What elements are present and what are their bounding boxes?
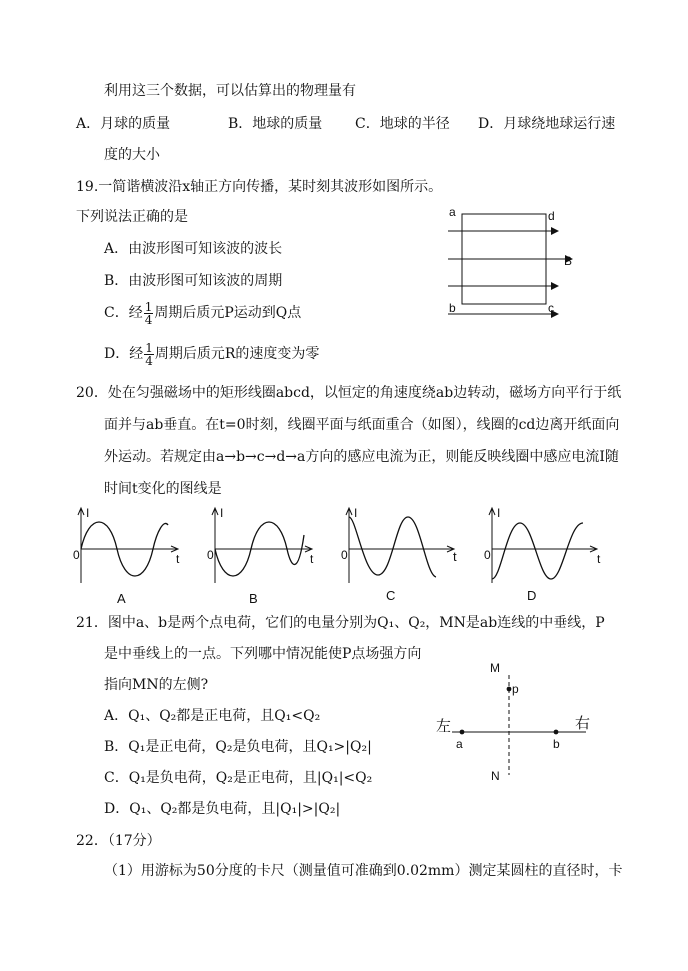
q19-option-b: B．由波形图可知该波的周期	[104, 273, 283, 289]
label-P: p	[512, 682, 519, 696]
graph-b-origin: 0	[207, 548, 214, 562]
charge-b	[554, 730, 559, 735]
graph-d-i-label: I	[497, 506, 501, 520]
graph-c-name: C	[386, 588, 396, 603]
q21-option-a: A．Q₁、Q₂都是正电荷，且Q₁<Q₂	[104, 708, 321, 724]
q21-option-c: C．Q₁是负电荷，Q₂是正电荷，且|Q₁|<Q₂	[104, 770, 373, 786]
graph-c	[340, 505, 455, 585]
label-b: b	[449, 301, 456, 315]
point-p	[507, 687, 512, 692]
graph-c-i-label: I	[354, 506, 358, 520]
label-b: b	[553, 737, 560, 751]
fraction-quarter: $\frac{1}{4}$	[144, 299, 153, 327]
q19-option-c: C．经 $\frac{1}{4}$ 周期后质元P运动到Q点	[104, 299, 302, 327]
graph-b-i-label: I	[220, 506, 224, 520]
q21-line-1: 21．图中a、b是两个点电荷，它们的电量分别为Q₁、Q₂，MN是ab连线的中垂线，P	[76, 615, 605, 631]
q20-line-4: 时间t变化的图线是	[104, 481, 222, 497]
graph-d-t-label: t	[597, 552, 601, 566]
graph-d-name: D	[527, 588, 537, 603]
graph-a-name: A	[117, 591, 126, 606]
q19-stem-2: 下列说法正确的是	[76, 209, 188, 225]
q22-heading: 22．（17分）	[76, 833, 161, 849]
graph-d-origin: 0	[484, 548, 491, 562]
graph-c-t-label: t	[453, 549, 457, 564]
label-a: a	[449, 205, 456, 219]
charge-a	[460, 730, 465, 735]
q21-option-b: B．Q₁是正电荷，Q₂是负电荷，且Q₁>|Q₂|	[104, 739, 372, 755]
q18-stem: 利用这三个数据，可以估算出的物理量有	[104, 83, 356, 99]
q19-option-a: A．由波形图可知该波的波长	[104, 241, 283, 257]
q20-line-3: 外运动。若规定由a→b→c→d→a方向的感应电流为正，则能反映线圈中感应电流I随	[104, 449, 619, 465]
label-B: B	[564, 254, 573, 268]
label-c: c	[548, 301, 554, 315]
q21-line-3: 指向MN的左侧?	[104, 677, 209, 693]
q18-option-b: B．地球的质量	[228, 116, 323, 132]
label-M: M	[490, 661, 500, 675]
graph-b-name: B	[249, 591, 258, 606]
q18-option-d-cont: 度的大小	[104, 147, 160, 163]
q20-line-1: 20．处在匀强磁场中的矩形线圈abcd，以恒定的角速度绕ab边转动，磁场方向平行于纸	[76, 385, 622, 401]
q22-line-1: （1）用游标为50分度的卡尺（测量值可准确到0.02mm）测定某圆柱的直径时，卡	[104, 863, 623, 879]
q18-option-a: A．月球的质量	[76, 116, 171, 132]
graph-a-origin: 0	[73, 548, 80, 562]
q20-line-2: 面并与ab垂直。在t=0时刻，线圈平面与纸面重合（如图），线圈的cd边离开纸面向	[104, 417, 620, 433]
graph-a-i-label: I	[86, 506, 90, 520]
q18-option-d: D．月球绕地球运行速	[478, 116, 616, 132]
q18-option-c: C．地球的半径	[355, 116, 450, 132]
fraction-quarter: $\frac{1}{4}$	[145, 340, 153, 368]
label-d: d	[548, 209, 555, 223]
graph-a-t-label: t	[176, 552, 180, 566]
q21-line-2: 是中垂线上的一点。下列哪中情况能使P点场强方向	[104, 646, 422, 662]
charge-figure	[432, 655, 602, 785]
q19-option-d: D．经 $\frac{1}{4}$ 周期后质元R的速度变为零	[104, 340, 320, 368]
q21-option-d: D．Q₁、Q₂都是负电荷，且|Q₁|>|Q₂|	[104, 801, 341, 817]
label-a: a	[456, 737, 463, 751]
graph-d-curve	[492, 523, 583, 579]
coil-figure	[440, 200, 600, 330]
graph-d	[483, 505, 608, 585]
graph-c-curve	[349, 517, 436, 577]
graph-c-origin: 0	[341, 548, 348, 562]
graph-a	[72, 505, 187, 585]
label-N: N	[491, 769, 500, 783]
graph-b	[206, 505, 321, 585]
label-right: 右	[575, 715, 591, 732]
graph-b-t-label: t	[310, 552, 314, 566]
label-left: 左	[436, 718, 452, 735]
q19-stem: 19.一简谐横波沿x轴正方向传播，某时刻其波形如图所示。	[76, 179, 443, 195]
